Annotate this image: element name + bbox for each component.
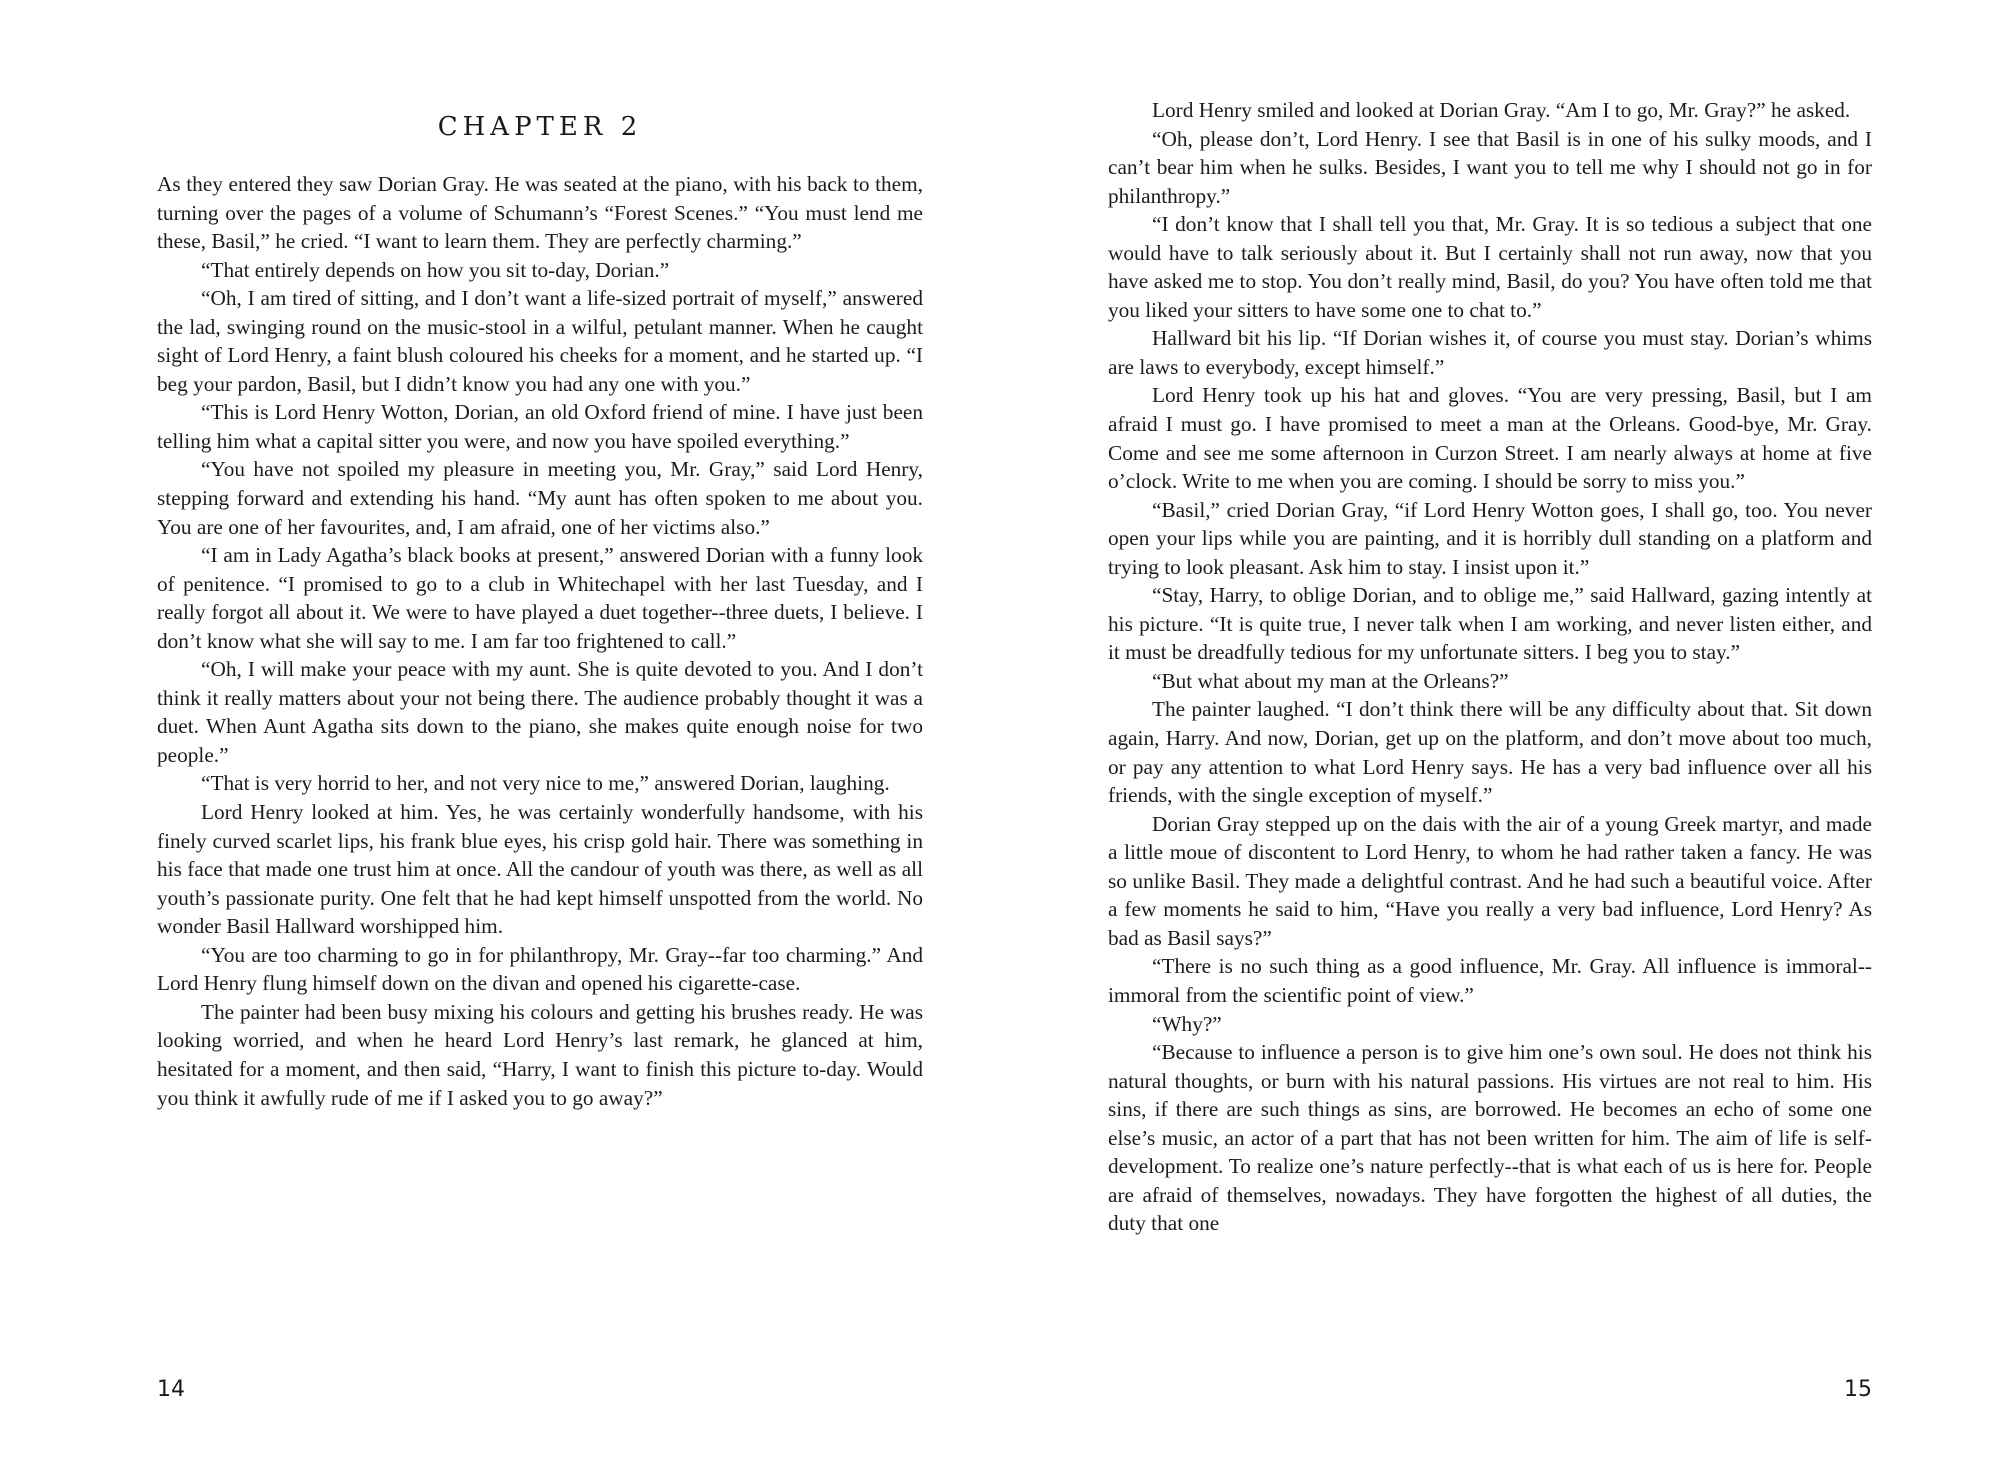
paragraph: The painter laughed. “I don’t think there will be any difficulty about that. Sit down again, Harry. And now, Dorian, get up on the platform, and don’t move about too much, or pay any attention to what Lord Henry says. He has a very bad influence over all his friends, with the single exception of myself.” [1108, 697, 1872, 808]
left-page [157, 0, 923, 1474]
paragraph: “You are too charming to go in for philanthropy, Mr. Gray--far too charming.” And Lord Henry flung himself down on the divan and opened his cigarette-case. [157, 942, 923, 996]
page-number-left: 14 [157, 1377, 185, 1402]
paragraph: “Oh, I will make your peace with my aunt. She is quite devoted to you. And I don’t think it really matters about your not being there. The audience probably thought it was a duet. When Aunt Agatha sits down to the piano, she makes quite enough noise for two people.” [157, 657, 923, 767]
paragraph: Lord Henry smiled and looked at Dorian Gray. “Am I to go, Mr. Gray?” he asked. [1152, 98, 1851, 122]
paragraph: As they entered they saw Dorian Gray. He was seated at the piano, with his back to them, turning over the pages of a volume of Schumann’s “Forest Scenes.” “You must lend me these, Basil,” he cried. “I want to learn them. They are perfectly charming.” [157, 172, 923, 254]
paragraph: “Oh, I am tired of sitting, and I don’t want a life-sized portrait of myself,” answered the lad, swinging round on the music-stool in a wilful, petulant manner. When he caught sight of Lord Henry, a faint blush coloured his cheeks for a moment, and he started up. “I beg your pardon, Basil, but I didn’t know you had any one with you.” [157, 286, 923, 396]
paragraph: “That is very horrid to her, and not very nice to me,” answered Dorian, laughing. [201, 771, 890, 796]
paragraph: “You have not spoiled my pleasure in meeting you, Mr. Gray,” said Lord Henry, stepping forward and extending his hand. “My aunt has often spoken to me about you. You are one of her favourites, and, I am afraid, one of her victims also.” [157, 457, 923, 539]
paragraph: “That entirely depends on how you sit to-day, Dorian.” [201, 257, 670, 282]
paragraph: “Oh, please don’t, Lord Henry. I see that Basil is in one of his sulky moods, and I can’t bear him when he sulks. Besides, I want you to tell me why I should not go in for philanthropy.” [1108, 126, 1872, 208]
paragraph: “Because to influence a person is to give him one’s own soul. He does not think his natural thoughts, or burn with his natural passions. His virtues are not real to him. His sins, if there are such things as sins, are borrowed. He becomes an echo of some one else’s music, an actor of a part that has not been written for him. The aim of life is self-development. To realize one’s nature perfectly--that is what each of us is here for. People are afraid of themselves, nowadays. They have forgotten the highest of all duties, the duty that one [1108, 1040, 1872, 1236]
paragraph: Dorian Gray stepped up on the dais with the air of a young Greek martyr, and made a little moue of discontent to Lord Henry, to whom he had rather taken a fancy. He was so unlike Basil. They made a delightful contrast. And he had such a beautiful voice. After a few moments he said to him, “Have you really a very bad influence, Lord Henry? As bad as Basil says?” [1108, 811, 1872, 950]
paragraph: “Basil,” cried Dorian Gray, “if Lord Henry Wotton goes, I shall go, too. You never open your lips while you are painting, and it is horribly dull standing on a platform and trying to look pleasant. Ask him to stay. I insist upon it.” [1108, 497, 1872, 579]
left-page-text [157, 170, 923, 1112]
chapter-title: CHAPTER 2 [437, 112, 643, 142]
paragraph: “Why?” [1152, 1011, 1222, 1036]
right-page-text [1108, 96, 1872, 1238]
paragraph: The painter had been busy mixing his colours and getting his brushes ready. He was looking worried, and when he heard Lord Henry’s last remark, he glanced at him, hesitated for a moment, and then said, “Harry, I want to finish this picture to-day. Would you think it awfully rude of me if I asked you to go away?” [157, 999, 923, 1110]
paragraph: “Stay, Harry, to oblige Dorian, and to oblige me,” said Hallward, gazing intently at his picture. “It is quite true, I never talk when I am working, and never listen either, and it must be dreadfully tedious for my unfortunate sitters. I beg you to stay.” [1108, 583, 1872, 665]
paragraph: Hallward bit his lip. “If Dorian wishes it, of course you must stay. Dorian’s whims are laws to everybody, except himself.” [1108, 326, 1872, 379]
right-page [1108, 0, 1872, 1474]
page-number-right: 15 [1844, 1377, 1872, 1402]
paragraph: “But what about my man at the Orleans?” [1152, 668, 1509, 693]
paragraph: Lord Henry took up his hat and gloves. “You are very pressing, Basil, but I am afraid I must go. I have promised to meet a man at the Orleans. Good-bye, Mr. Gray. Come and see me some afternoon in Curzon Street. I am nearly always at home at five o’clock. Write to me when you are coming. I should be sorry to miss you.” [1108, 383, 1872, 494]
paragraph: “I am in Lady Agatha’s black books at present,” answered Dorian with a funny look of penitence. “I promised to go to a club in Whitechapel with her last Tuesday, and I really forgot all about it. We were to have played a duet together--three duets, I believe. I don’t know what she will say to me. I am far too frightened to call.” [157, 543, 923, 653]
paragraph: “I don’t know that I shall tell you that, Mr. Gray. It is so tedious a subject that one would have to talk seriously about it. But I certainly shall not run away, now that you have asked me to stop. You don’t really mind, Basil, do you? You have often told me that you liked your sitters to have some one to chat to.” [1108, 212, 1872, 322]
paragraph: “This is Lord Henry Wotton, Dorian, an old Oxford friend of mine. I have just been telling him what a capital sitter you were, and now you have spoiled everything.” [157, 400, 923, 453]
paragraph: Lord Henry looked at him. Yes, he was certainly wonderfully handsome, with his finely curved scarlet lips, his frank blue eyes, his crisp gold hair. There was something in his face that made one trust him at once. All the candour of youth was there, as well as all youth’s passionate purity. One felt that he had kept himself unspotted from the world. No wonder Basil Hallward worshipped him. [157, 800, 923, 939]
paragraph: “There is no such thing as a good influence, Mr. Gray. All influence is immoral--immoral from the scientific point of view.” [1108, 954, 1872, 1007]
